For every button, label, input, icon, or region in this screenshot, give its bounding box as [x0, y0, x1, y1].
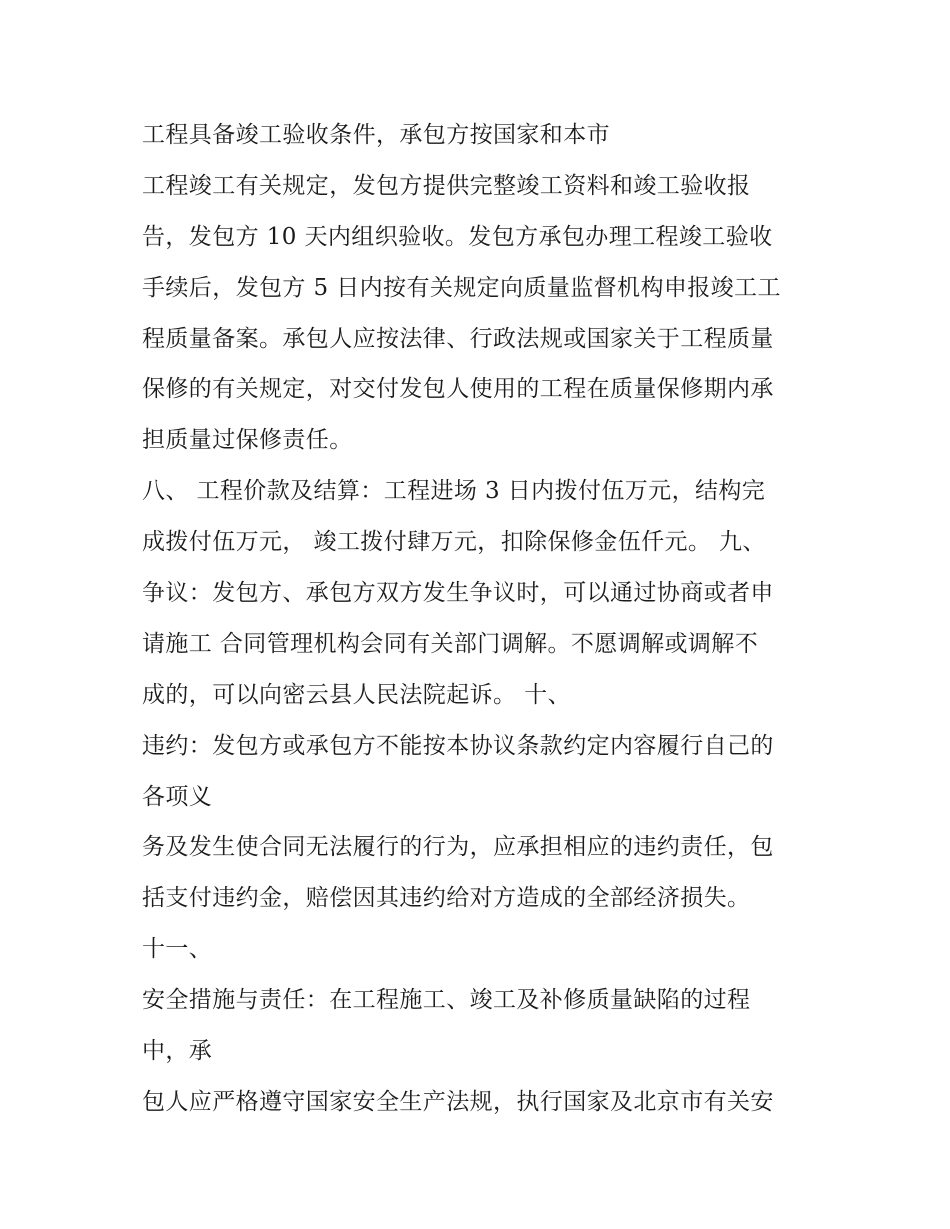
text-line: 安全措施与责任：在工程施工、竣工及补修质量缺陷的过程: [142, 987, 751, 1014]
text-line: 请施工 合同管理机构会同有关部门调解。不愿调解或调解不: [142, 630, 759, 657]
text-line: 保修的有关规定，对交付发包人使用的工程在质量保修期内承: [142, 376, 774, 403]
text-line: 工程具备竣工验收条件，承包方按国家和本市: [142, 122, 610, 148]
text-line: 告，发包方 10 天内组织验收。发包方承包办理工程竣工验收: [142, 223, 773, 250]
text-line: 违约：发包方或承包方不能按本协议条款约定内容履行自己的: [142, 732, 774, 759]
contract-text: [142, 110, 832, 1128]
text-line: 担质量过保修责任。: [142, 427, 353, 454]
text-line: 争议：发包方、承包方双方发生争议时，可以通过协商或者申: [142, 580, 774, 607]
text-line: 括支付违约金，赔偿因其违约给对方造成的全部经济损失。: [142, 885, 751, 912]
text-line: 八、 工程价款及结算：工程进场 3 日内拨付伍万元，结构完: [142, 478, 766, 505]
text-line: 各项义: [142, 783, 213, 810]
text-line: 包人应严格遵守国家安全生产法规，执行国家及北京市有关安: [142, 1088, 774, 1115]
text-line: 成的，可以向密云县人民法院起诉。 十、: [142, 681, 571, 708]
text-line: 工程竣工有关规定，发包方提供完整竣工资料和竣工验收报: [142, 172, 751, 199]
text-line: 中，承: [142, 1038, 213, 1065]
text-line: 手续后，发包方 5 日内按有关规定向质量监督机构申报竣工工: [142, 274, 781, 301]
text-line: 务及发生使合同无法履行的行为，应承担相应的违约责任，包: [142, 834, 774, 861]
text-line: 成拨付伍万元， 竣工拨付肆万元，扣除保修金伍仟元。 九、: [142, 529, 766, 556]
text-line: 十一、: [142, 936, 213, 963]
text-line: 程质量备案。承包人应按法律、行政法规或国家关于工程质量: [142, 325, 774, 352]
